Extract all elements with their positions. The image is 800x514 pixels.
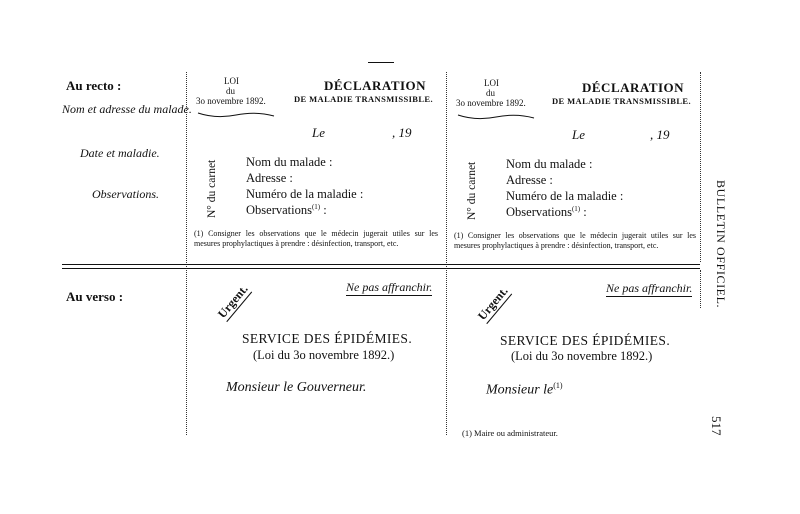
law-line-1: LOI [484, 78, 499, 88]
declaration-title: DÉCLARATION [324, 78, 427, 93]
law-line-2: du [226, 86, 235, 96]
field-observations-colon: : [320, 203, 327, 218]
verso-heading: Au verso : [66, 289, 124, 304]
recto-heading: Au recto : [66, 78, 122, 93]
date-le: Le [572, 127, 585, 142]
service-law: (Loi du 3o novembre 1892.) [253, 348, 395, 362]
right-card-border-lower [700, 270, 701, 308]
right-card-border [700, 72, 701, 262]
law-line-3: 3o novembre 1892. [196, 96, 266, 106]
recipient-footnote-ref: (1) [553, 381, 563, 390]
page-number: 517 [709, 416, 724, 436]
field-observations [246, 203, 327, 218]
law-flourish [456, 112, 536, 122]
field-disease-number: Numéro de la maladie : [246, 187, 364, 201]
middle-card-border [446, 72, 447, 435]
field-observations-label: Observations [246, 203, 312, 218]
field-observations-colon: : [580, 205, 587, 220]
date-year: , 19 [650, 127, 670, 142]
date-year: , 19 [392, 125, 412, 140]
law-line-3: 3o novembre 1892. [456, 98, 526, 108]
declaration-title: DÉCLARATION [582, 80, 685, 95]
label-date-disease: Date et maladie. [80, 146, 160, 160]
field-address: Adresse : [246, 171, 293, 185]
carnet-number-label: N° du carnet [206, 159, 218, 218]
label-name-address: Nom et adresse du malade. [62, 102, 192, 116]
law-line-2: du [486, 88, 495, 98]
field-observations-label: Observations [506, 205, 572, 220]
label-observations: Observations. [92, 187, 159, 201]
recto-footnote: (1) Consigner les observations que le médecin jugerait utiles sur les mesures prophylactiques à prendre : désinfection, transport, etc. [454, 231, 696, 250]
recto-verso-divider-2 [62, 268, 700, 269]
field-observations [506, 205, 587, 220]
urgent-stamp: Urgent. [474, 283, 511, 323]
recto-verso-divider-1 [62, 264, 700, 265]
date-le: Le [312, 125, 325, 140]
service-title: SERVICE DES ÉPIDÉMIES. [500, 333, 671, 348]
top-rule [368, 62, 394, 63]
footnote-ref: (1) [571, 205, 581, 213]
service-law: (Loi du 3o novembre 1892.) [511, 349, 653, 363]
law-line-1: LOI [224, 76, 239, 86]
left-card-border [186, 72, 187, 435]
recipient-label: Monsieur le [486, 382, 554, 398]
declaration-subtitle: DE MALADIE TRANSMISSIBLE. [294, 94, 434, 104]
carnet-number-label: N° du carnet [466, 161, 478, 220]
no-postage-note: Ne pas affranchir. [606, 281, 693, 295]
field-patient-name: Nom du malade : [246, 155, 333, 169]
field-address: Adresse : [506, 173, 553, 187]
recipient [486, 381, 563, 399]
field-patient-name: Nom du malade : [506, 157, 593, 171]
service-title: SERVICE DES ÉPIDÉMIES. [242, 331, 413, 346]
recto-footnote: (1) Consigner les observations que le médecin jugerait utiles sur les mesures prophylactiques à prendre : désinfection, transport, etc. [194, 229, 438, 248]
footnote-ref: (1) [311, 203, 321, 211]
verso-footnote: (1) Maire ou administrateur. [462, 428, 558, 438]
declaration-subtitle: DE MALADIE TRANSMISSIBLE. [552, 96, 692, 106]
recipient: Monsieur le Gouverneur. [226, 380, 367, 395]
urgent-stamp: Urgent. [214, 281, 251, 321]
law-flourish [196, 110, 276, 120]
running-title: BULLETIN OFFICIEL. [714, 180, 728, 309]
no-postage-note: Ne pas affranchir. [346, 280, 433, 294]
field-disease-number: Numéro de la maladie : [506, 189, 624, 203]
